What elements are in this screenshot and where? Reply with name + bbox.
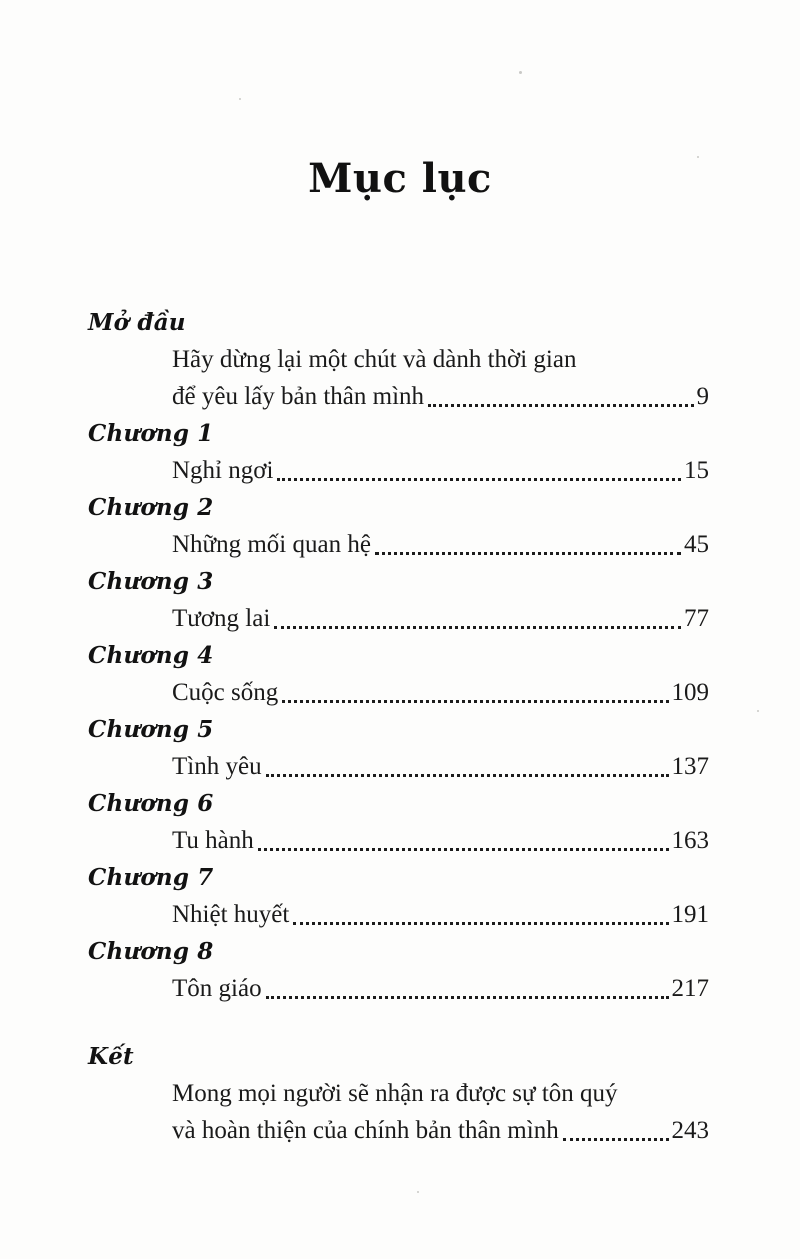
toc-entry-page-number: 217 <box>671 974 709 1002</box>
toc-entry-heading: Chương 6 <box>88 789 214 817</box>
toc-entry-title: Tôn giáo <box>172 974 262 1002</box>
toc-entry-title: Nhiệt huyết <box>172 900 290 928</box>
page-title: Mục lục <box>308 154 492 202</box>
toc-entry-title: Nghỉ ngơi <box>172 456 274 484</box>
toc-entry-title: Tình yêu <box>172 752 262 780</box>
toc-entry-line: Hãy dừng lại một chút và dành thời gian <box>172 345 577 373</box>
toc-entry-line: Mong mọi người sẽ nhận ra được sự tôn quý <box>172 1079 618 1107</box>
toc-entry-heading: Chương 1 <box>88 419 214 447</box>
toc-entry <box>88 1038 709 1149</box>
toc-entry-title: để yêu lấy bản thân mình <box>172 382 425 410</box>
toc-entry <box>88 563 709 637</box>
toc-entry-page-number: 137 <box>671 752 709 780</box>
toc-entry <box>88 637 709 711</box>
toc-entry-page-number: 77 <box>684 604 709 632</box>
scan-speck <box>757 710 759 712</box>
toc-entry-heading: Chương 5 <box>88 715 214 743</box>
toc-entry-heading: Chương 7 <box>88 863 214 891</box>
toc-entry-row <box>172 822 709 859</box>
dotted-leader <box>266 774 669 777</box>
toc-entry-row <box>172 1112 709 1149</box>
toc-entry-title: Tương lai <box>172 604 271 632</box>
toc-entry <box>88 489 709 563</box>
scan-speck <box>519 71 522 74</box>
toc-entry-page-number: 45 <box>684 530 709 558</box>
toc-entry <box>88 933 709 1007</box>
toc-entry-title: Tu hành <box>172 826 254 854</box>
toc-entry-title: Cuộc sống <box>172 678 279 706</box>
toc-entry-row <box>172 600 709 637</box>
toc-entry <box>88 711 709 785</box>
dotted-leader <box>258 848 669 851</box>
toc-entry-page-number: 243 <box>671 1116 709 1144</box>
dotted-leader <box>293 922 668 925</box>
toc-entry-heading: Chương 4 <box>88 641 214 669</box>
toc-entry <box>88 415 709 489</box>
toc-entry-row <box>172 896 709 933</box>
toc-entry-page-number: 163 <box>671 826 709 854</box>
toc-entry-row <box>172 970 709 1007</box>
toc-entry <box>88 304 709 415</box>
book-page <box>0 27 800 1259</box>
scan-speck <box>417 1191 419 1193</box>
dotted-leader <box>274 626 681 629</box>
toc-entry-title: Những mối quan hệ <box>172 530 371 558</box>
toc-entry-page-number: 191 <box>671 900 709 928</box>
toc-entry-heading: Kết <box>88 1042 134 1070</box>
toc-entry-row <box>172 526 709 563</box>
toc-entry-title: và hoàn thiện của chính bản thân mình <box>172 1116 559 1144</box>
dotted-leader <box>282 700 668 703</box>
dotted-leader <box>375 552 681 555</box>
toc-entry-row <box>172 748 709 785</box>
toc-entry <box>88 859 709 933</box>
dotted-leader <box>563 1138 669 1141</box>
toc-entry-page-number: 109 <box>671 678 709 706</box>
toc-entry-heading: Chương 2 <box>88 493 214 521</box>
toc-entry-row <box>172 674 709 711</box>
toc-entry-row <box>172 452 709 489</box>
scan-speck <box>239 98 241 100</box>
dotted-leader <box>266 996 669 999</box>
scan-speck <box>697 156 699 158</box>
toc-entry-heading: Chương 8 <box>88 937 214 965</box>
toc-entry <box>88 785 709 859</box>
toc-entry-page-number: 15 <box>684 456 709 484</box>
dotted-leader <box>277 478 681 481</box>
toc-entry-row <box>172 378 709 415</box>
dotted-leader <box>428 404 693 407</box>
toc-entry-heading: Chương 3 <box>88 567 214 595</box>
toc-entry-heading: Mở đầu <box>88 308 186 336</box>
toc-entry-page-number: 9 <box>696 382 709 410</box>
table-of-contents <box>88 304 709 1149</box>
